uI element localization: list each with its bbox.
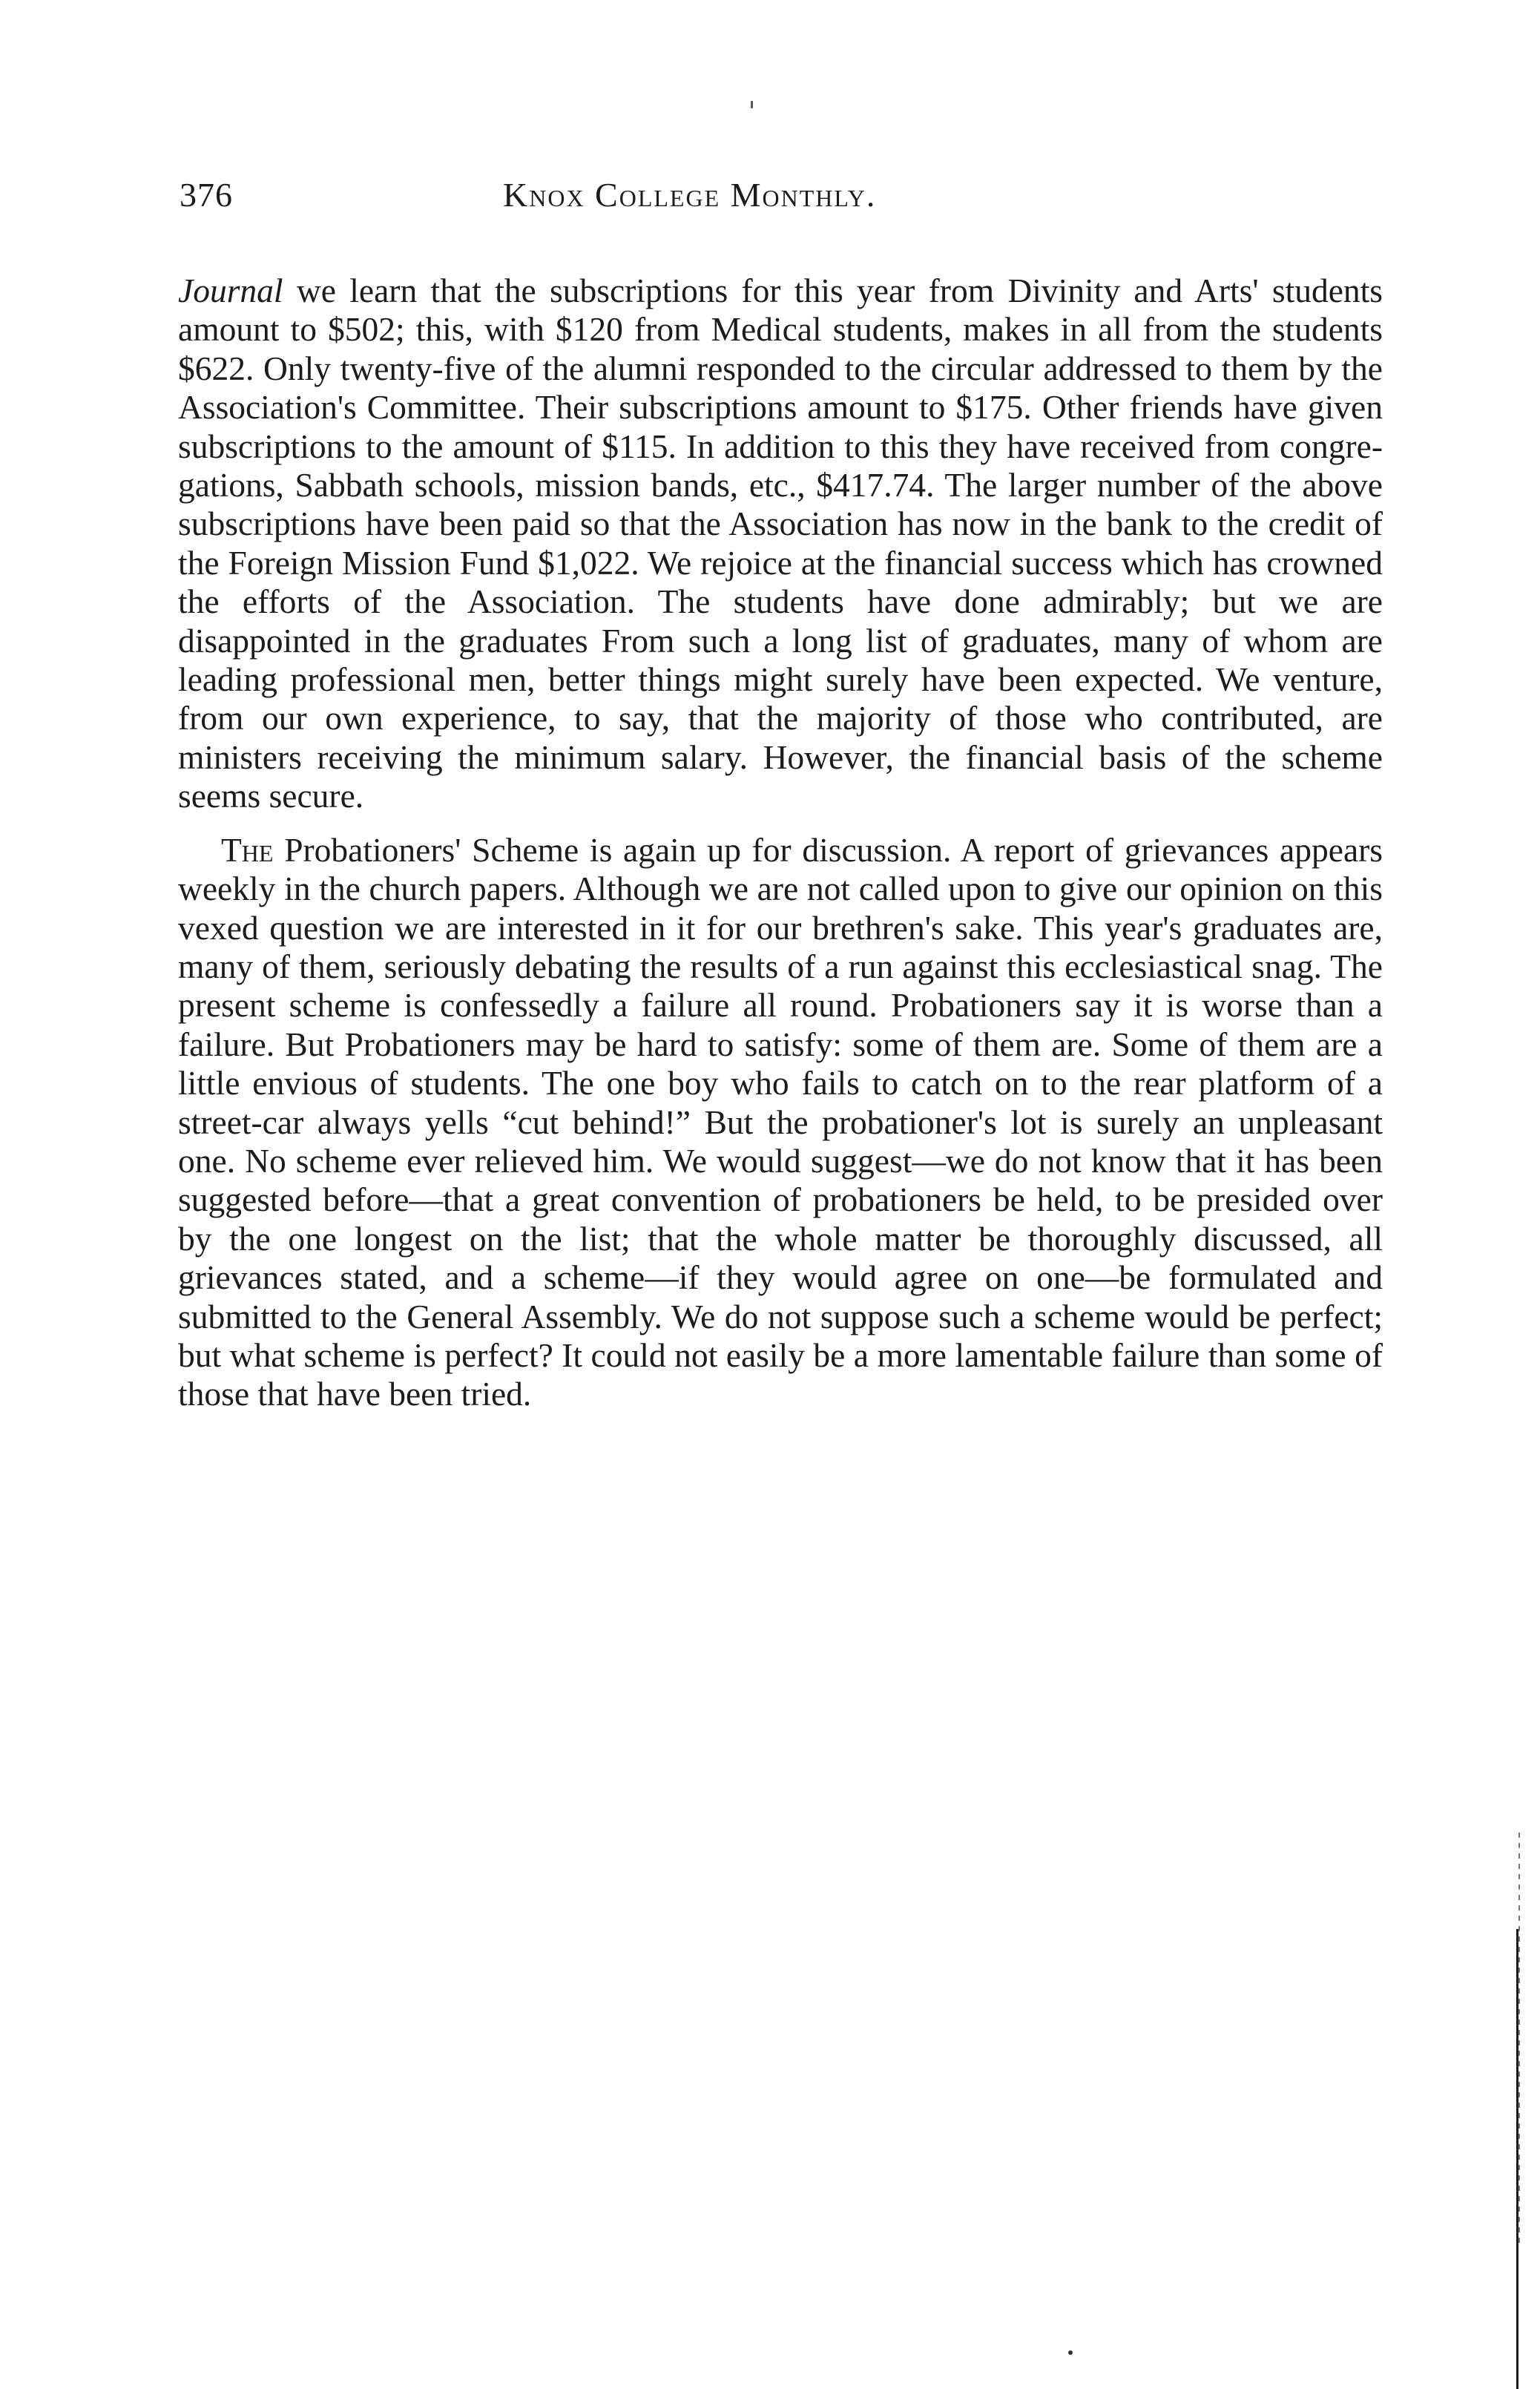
page-number: 376 <box>180 176 233 214</box>
paragraph-text: we learn that the subscriptions for this year from Divinity and Arts' students amount to $502; this, with $120 from Medical students, makes in all from the students $622. Only twenty-five of the alumni responded to the circular addressed to them by the Association's Committee. Their subscriptions amount to $175. Other friends have given subscriptions to the amount of $115. In addition to this they have received from congregations, Sabbath schools, mission bands, etc., $417.74. The larger number of the above subscriptions have been paid so that the Association has now in the bank to the credit of the Foreign Mission Fund $1,022. We rejoice at the financial success which has crowned the efforts of the Association. The students have done admirably; but we are disappointed in the graduates From such a long list of graduates, many of whom are leading professional men, better things might surely have been expected. We venture, from our own experience, to say, that the majority of those who contributed, are ministers receiving the minimum salary. However, the financial basis of the scheme seems secure. <box>178 272 1383 815</box>
page-edge-shadow <box>1516 1929 1518 2389</box>
journal-word: Journal <box>178 272 283 309</box>
page-header <box>180 175 1381 227</box>
paragraph-subscriptions <box>178 272 1383 816</box>
paragraph-probationers <box>178 831 1383 1414</box>
page-edge-dots <box>1518 1833 1520 2248</box>
paragraph-text: Probationers' Scheme is again up for discussion. A report of grievances appears weekly in the church papers. Although we are not called upon to give our opinion on this vexed question we are interested in it for our brethren's sake. This year's graduates are, many of them, seriously debating the results of a run against this ecclesiastical snag. The present scheme is confessedly a failure all round. Probationers say it is worse than a failure. But Probationers may be hard to satisfy: some of them are. Some of them are a little envious of students. The one boy who fails to catch on to the rear platform of a street-car always yells “cut behind!” But the probationer's lot is surely an unpleasant one. No scheme ever relieved him. We would suggest—we do not know that it has been suggested before—that a great convention of probationers be held, to be presided over by the one longest on the list; that the whole matter be thoroughly discussed, all grievances stated, and a scheme—if they would agree on one—be formulated and submitted to the General Assembly. We do not suppose such a scheme would be perfect; but what scheme is perfect? It could not easily be a more lamentable failure than some of those that have been tried. <box>178 830 1383 1413</box>
running-head: Knox College Monthly. <box>503 176 877 214</box>
print-speck <box>1068 2350 1073 2355</box>
article-body <box>178 272 1383 1414</box>
paragraph-lead-word: The <box>221 830 274 869</box>
print-speck <box>751 101 753 108</box>
